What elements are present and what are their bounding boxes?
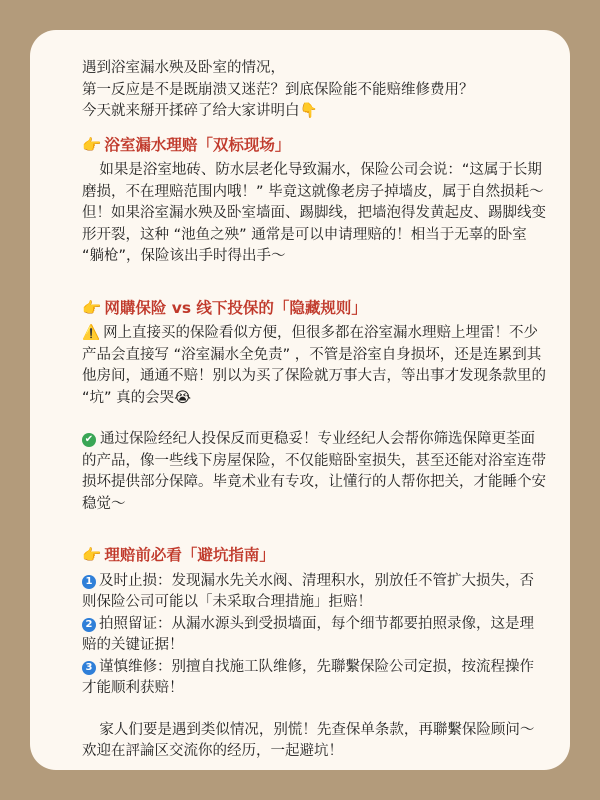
check-icon: ✔ — [82, 433, 96, 447]
pointing-hand-icon: 👉 — [82, 546, 102, 564]
intro-line-2: 第一反应是不是既崩溃又迷茫？到底保险能不能赔维修费用？ — [82, 81, 474, 98]
number-3-icon: 3 — [82, 661, 96, 675]
section-2-title-text: 网購保险 vs 线下投保的「隐藏规则」 — [104, 298, 367, 317]
article-card — [30, 30, 570, 770]
section-3-title — [82, 545, 548, 567]
tip-item-1-text: 及时止损：发现漏水先关水阀、清理积水，别放任不管扩大损失，否则保险公司可能以「未采取合理措施」拒赔！ — [82, 572, 534, 610]
intro — [82, 58, 548, 123]
pointing-hand-icon: 👉 — [82, 298, 102, 317]
number-2-icon: 2 — [82, 618, 96, 632]
section-2-body-2-text: 通过保险经纪人投保反而更稳妥！专业经纪人会帮你筛选保障更荃面的产品，像一些线下房屋保险，不仅能赔卧室损失，甚至还能对浴室连带损坏提供部分保障。毕竟术业有专攻，让懂行的人帮你把关，才能睡个安稳觉～ — [82, 431, 546, 512]
warning-icon: ⚠️ — [82, 325, 101, 341]
tip-item-3-text: 谨慎维修：别擅自找施工队维修，先聯繫保险公司定损，按流程操作才能顺利获赔！ — [82, 658, 534, 696]
number-1-icon: 1 — [82, 575, 96, 589]
tip-item-2 — [82, 614, 548, 657]
section-2-body-text: 网上直接买的保险看似方便，但很多都在浴室漏水理赔上埋雷！不少产品会直接写 “浴室漏水全免责” ，不管是浴室自身损坏，还是连累到其他房间，通通不赔！别以为买了保险就万事大吉，等出事才发现条款里的 “坑” 真的会哭😭 — [82, 325, 546, 406]
pointing-hand-icon: 👉 — [82, 135, 102, 154]
section-2-title — [82, 298, 548, 320]
tip-item-1 — [82, 571, 548, 614]
section-1-title-text: 浴室漏水理赔「双标现场」 — [104, 135, 291, 154]
section-1-title — [82, 135, 548, 157]
tip-item-3 — [82, 657, 548, 700]
outro: 家人们要是遇到类似情况，别慌！先查保单条款，再聯繫保险顾问～欢迎在評論区交流你的经历，一起避坑！ — [82, 721, 535, 759]
intro-line-3: 今天就来掰开揉碎了给大家讲明白👇 — [82, 103, 318, 119]
section-3-title-text: 理赔前必看「避坑指南」 — [104, 546, 275, 564]
intro-line-1: 遇到浴室漏水殃及卧室的情况， — [82, 60, 285, 76]
tip-item-2-text: 拍照留证：从漏水源头到受损墙面，每个细节都要拍照录像，这是理赔的关键证据！ — [82, 615, 534, 653]
section-2-body — [82, 323, 548, 409]
section-1-body: 如果是浴室地砖、防水层老化导致漏水，保险公司会说：“这属于长期磨损，不在理赔范围内哦！” 毕竟这就像老房子掉墙皮，属于自然损耗～但！如果浴室漏水殃及卧室墙面、踢脚线，把墙泡得发黄起皮、踢脚线变形开裂，这种 “池鱼之殃” 通常是可以申请理赔的！相当于无辜的卧室 “躺枪”，保险该出手时得出手～ — [82, 162, 546, 264]
section-2-body-2 — [82, 429, 548, 515]
